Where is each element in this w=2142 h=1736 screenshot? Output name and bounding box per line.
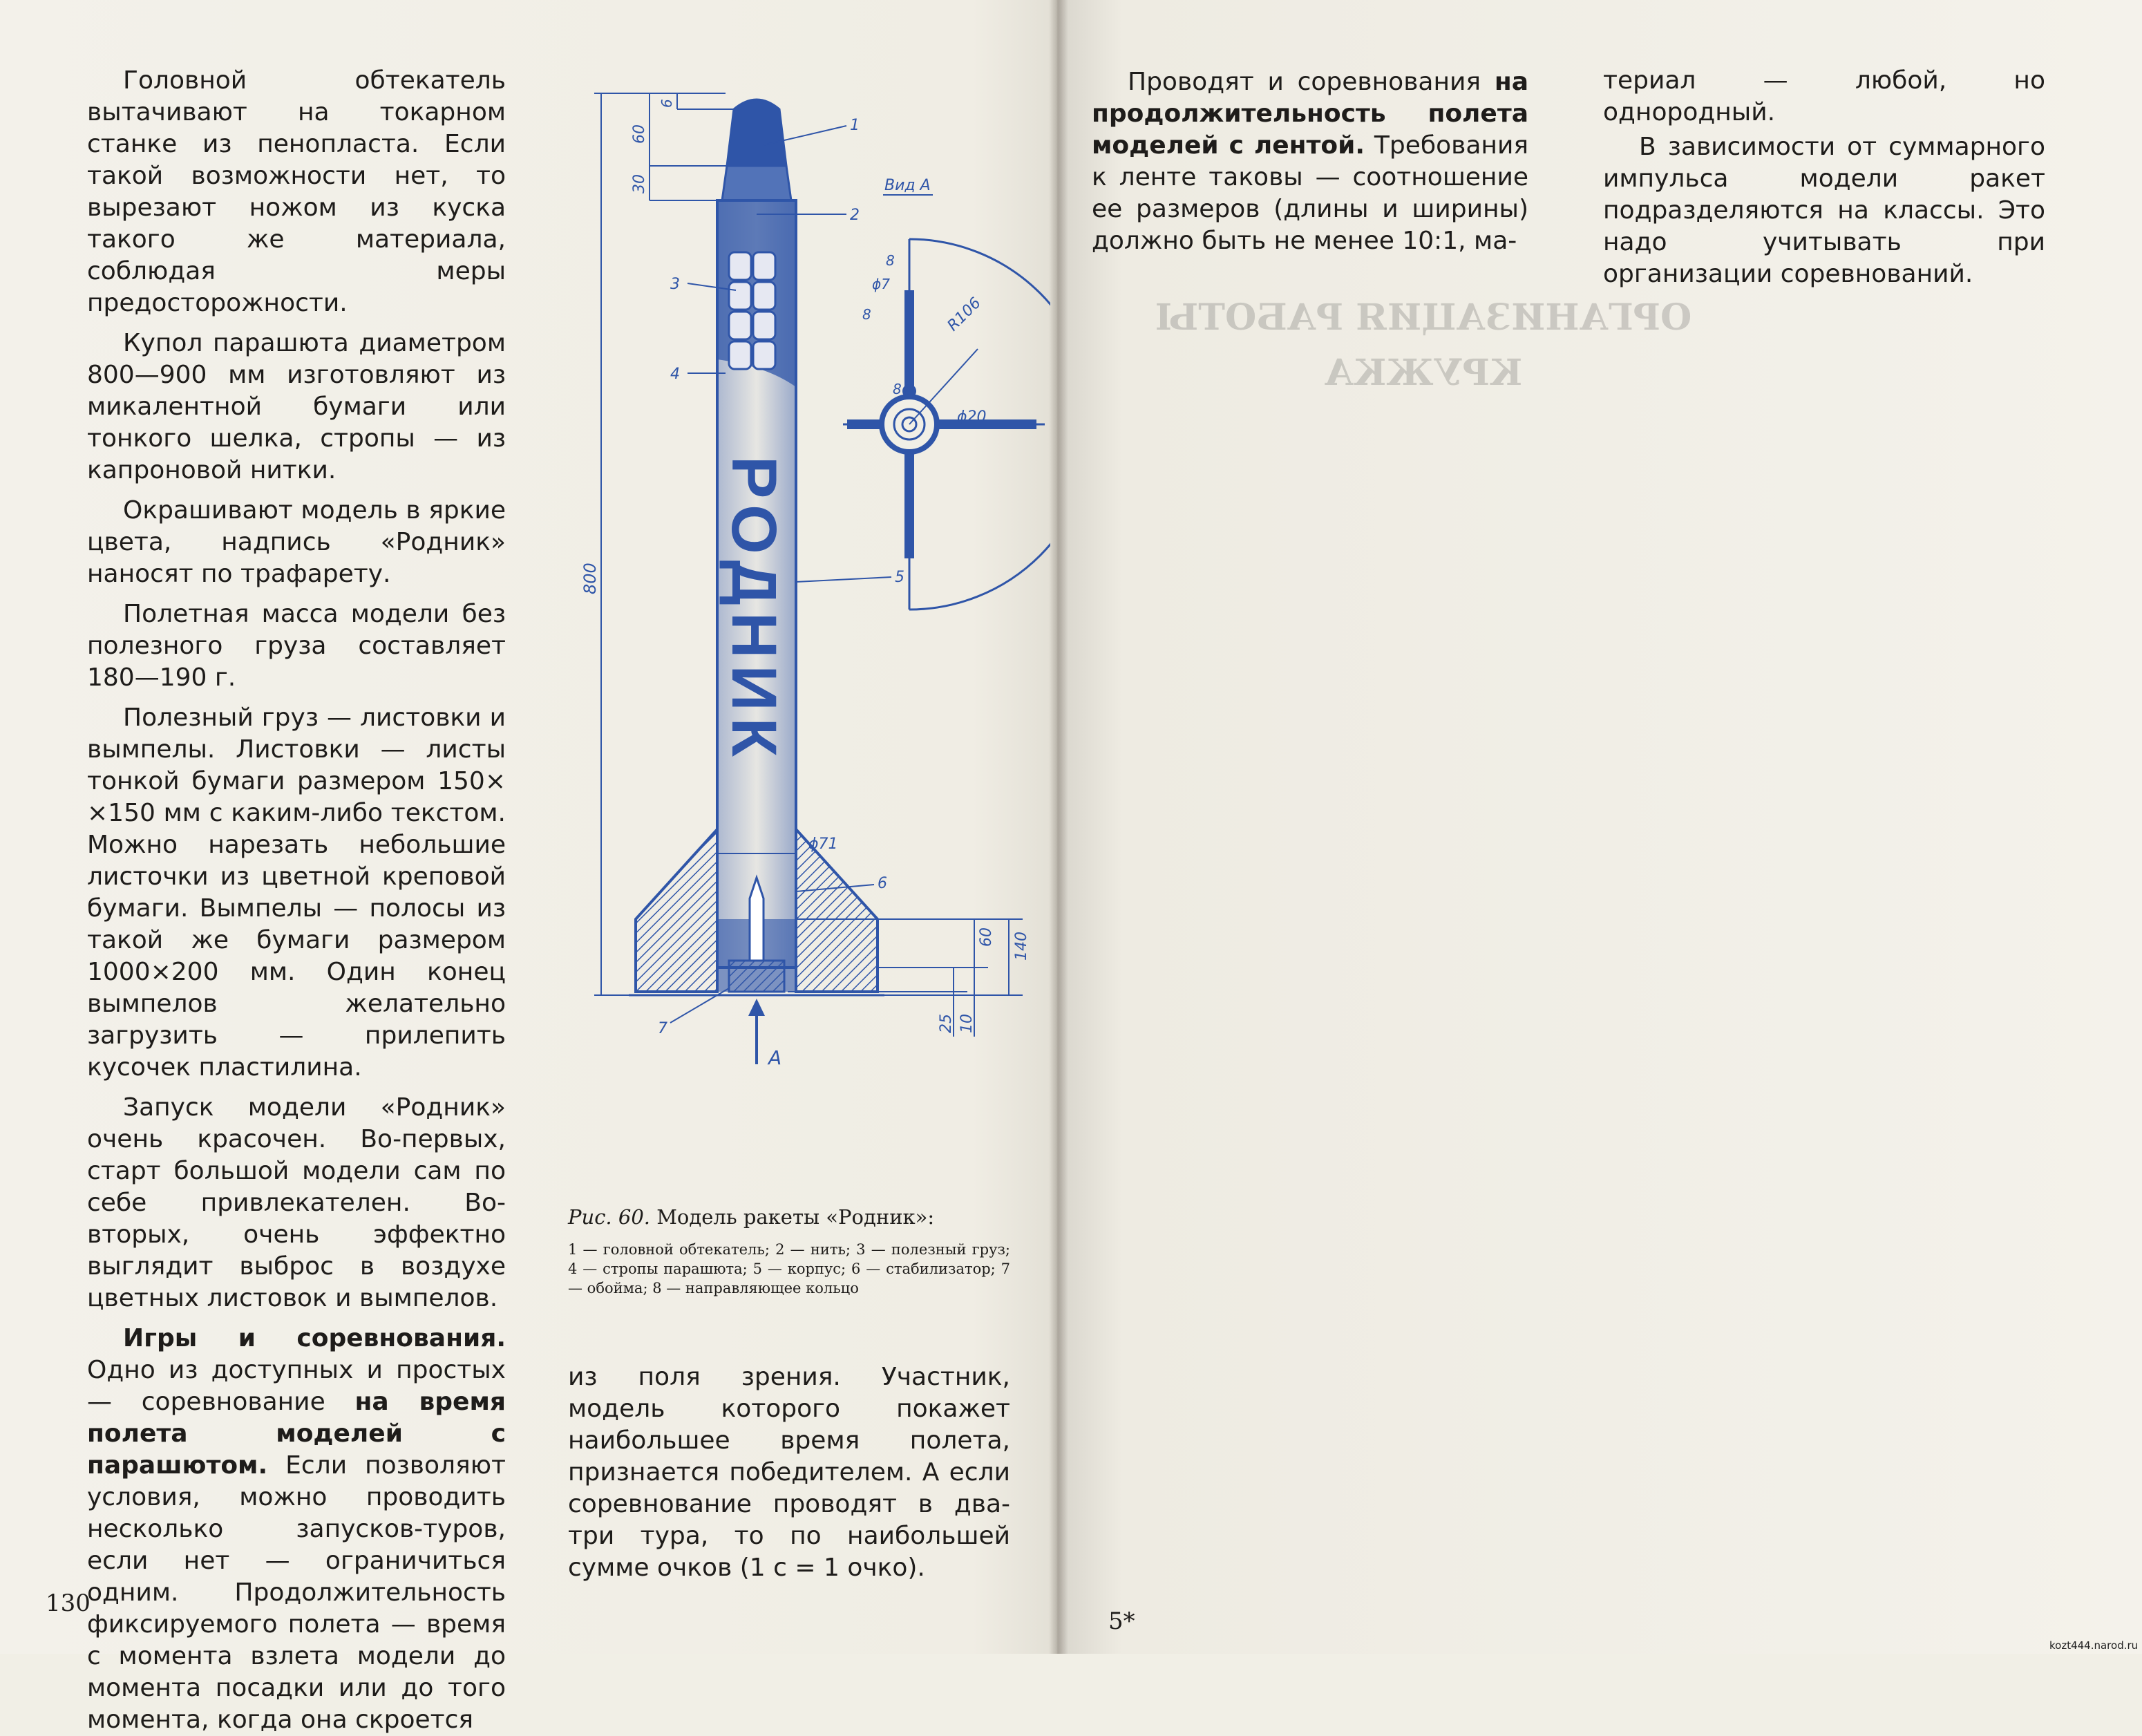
right-page-right-column <box>1603 65 2045 290</box>
paragraph-painting: Окрашивают модель в яркие цвета, надпись «Родник» наносят по трафарету. <box>87 496 506 588</box>
part-7: 7 <box>658 1020 667 1037</box>
part-4: 4 <box>670 366 680 383</box>
dim-8b: 8 <box>862 306 871 323</box>
left-page-bottom-text: из поля зрения. Участник, модель которого покажет наибольшее время полета, признается победителем. А если соревнование проводят в два-три тура, то по наибольшей сумме очков (1 с = 1 очко). <box>568 1363 1010 1582</box>
bleed-through-text <box>1092 290 2059 1589</box>
nose-cone <box>727 100 786 166</box>
dim-7: ϕ7 <box>872 276 890 292</box>
dim-30: 30 <box>631 174 648 194</box>
dim-20: ϕ20 <box>957 408 987 426</box>
paragraph-games: Игры и соревнования. Одно из доступных и простых — соревнование на время полета моделей с парашютом. Если позволяют условия, можно проводить несколько запусков-туров, если нет — ограничиться одним. Продолжительность фиксируемого полета — время с момента взлета модели до момента посадки или до того момента, когда она скроется <box>87 1324 506 1734</box>
games-heading: Игры и соревнования. <box>123 1324 506 1352</box>
dim-25: 25 <box>938 1014 955 1033</box>
part-5: 5 <box>895 569 904 586</box>
nose-shoulder <box>722 166 791 200</box>
dim-800: 800 <box>580 563 600 594</box>
dim-60: 60 <box>631 124 648 144</box>
left-page-text-column <box>87 65 506 1736</box>
part-1: 1 <box>850 117 860 134</box>
dim-140: 140 <box>1013 932 1030 961</box>
part-6: 6 <box>878 875 887 892</box>
part-8: 8 <box>893 381 902 397</box>
body-lettering: РОДНИК <box>719 456 789 764</box>
dim-71: ϕ71 <box>808 836 838 853</box>
dim-r106: R106 <box>944 294 985 335</box>
bleed-through-heading: ОРГАНИЗАЦИЯ РАБОТЫ КРУЖКА <box>1155 296 1692 394</box>
book-gutter <box>1049 0 1068 1654</box>
dim-6: 6 <box>658 99 675 108</box>
paragraph-mass: Полетная масса модели без полезного груза составляет 180—190 г. <box>87 600 506 692</box>
paragraph-nose-cone: Головной обтекатель вытачивают на токарном станке из пенопласта. Если такой возможности нет, то вырезают ножом из куска такого же материала, соблюдая меры предосторожности. <box>87 66 506 317</box>
arrow-label: А <box>768 1046 782 1069</box>
caption-title: Рис. 60. Модель ракеты «Родник»: <box>568 1205 935 1229</box>
paragraph-classes: В зависимости от суммарного импульса модели ракет подразделяются на классы. Это надо учитывать при организации соревнований. <box>1603 133 2045 288</box>
right-page-left-column <box>1092 66 1528 257</box>
fin-right <box>796 829 878 992</box>
paragraph-material: териал — любой, но однородный. <box>1603 66 2045 126</box>
motor <box>750 878 764 961</box>
dim-60b: 60 <box>978 927 995 947</box>
view-a-label: Вид А <box>884 177 931 194</box>
page-signature: 5* <box>1108 1607 1135 1635</box>
page-number-left: 130 <box>46 1589 91 1617</box>
view-arrow-head <box>748 999 765 1016</box>
paragraph-launch: Запуск модели «Родник» очень красочен. Во-первых, старт большой модели сам по себе привлекателен. Во-вторых, очень эффектно выглядит выброс в воздухе цветных листовок и вымпелов. <box>87 1093 506 1312</box>
fin-left <box>636 829 717 992</box>
paragraph-ribbon: Проводят и соревнования на продолжительность полета моделей с лентой. Требования к ленте таковы — соотношение ее размеров (длины и ширины) должно быть не менее 10:1, ма- <box>1092 68 1529 255</box>
figure-caption <box>568 1204 1010 1298</box>
motor-clip <box>729 961 784 992</box>
paragraph-payload: Полезный груз — листовки и вымпелы. Листовки — листы тонкой бумаги размером 150× ×150 мм с каким-либо текстом. Можно нарезать небольшие листочки из цветной креповой бумаги. Вымпелы — полосы из такой же бумаги размером 1000×200 мм. Один конец вымпелов желательно загрузить — прилепить кусочек пластилина. <box>87 704 506 1082</box>
rocket-diagram <box>580 69 1050 1147</box>
dim-10: 10 <box>958 1014 976 1033</box>
paragraph-parachute: Купол парашюта диаметром 800—900 мм изготовляют из микалентной бумаги или тонкого шелка, стропы — из капроновой нитки. <box>87 329 506 484</box>
site-watermark: kozt444.narod.ru <box>2049 1639 2139 1652</box>
dim-8: 8 <box>886 252 895 269</box>
part-2: 2 <box>850 207 860 224</box>
caption-legend: 1 — головной обтекатель; 2 — нить; 3 — полезный груз; 4 — стропы парашюта; 5 — корпус; 6 — стабилизатор; 7 — обойма; 8 — направляющее кольцо <box>568 1241 1010 1296</box>
part-3: 3 <box>670 276 680 293</box>
view-a-inset <box>843 239 1050 610</box>
